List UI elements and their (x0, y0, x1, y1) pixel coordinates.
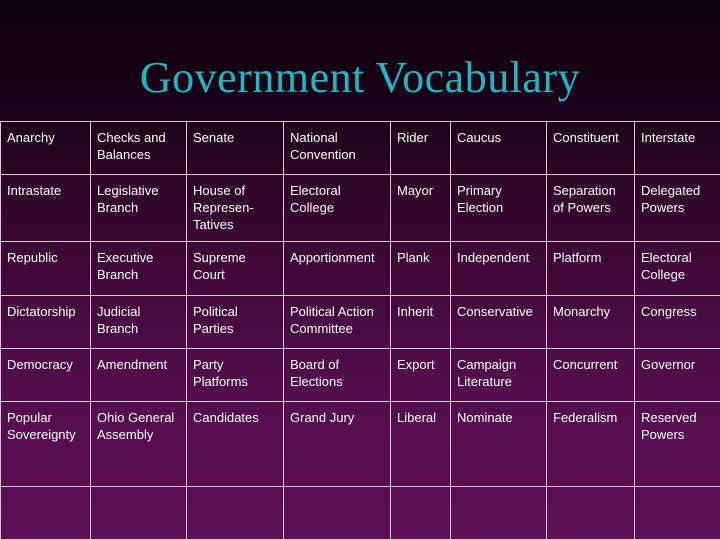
table-cell: Republic (1, 242, 91, 296)
table-cell: Conservative (451, 296, 547, 349)
table-cell: Amendment (91, 349, 187, 402)
table-cell (451, 487, 547, 540)
table-cell (1, 487, 91, 540)
page-title: Government Vocabulary (139, 53, 581, 102)
table-cell: Electoral College (284, 175, 391, 242)
table-cell (284, 487, 391, 540)
table-cell: Popular Sovereignty (1, 402, 91, 487)
table-cell: Congress (635, 296, 720, 349)
table-cell: Caucus (451, 122, 547, 175)
table-cell: National Convention (284, 122, 391, 175)
table-cell: Ohio General Assembly (91, 402, 187, 487)
table-cell: Senate (187, 122, 284, 175)
table-cell: Grand Jury (284, 402, 391, 487)
table-cell: Inherit (391, 296, 451, 349)
table-cell: Candidates (187, 402, 284, 487)
table-cell: Plank (391, 242, 451, 296)
table-cell: Concurrent (547, 349, 635, 402)
table-cell: Mayor (391, 175, 451, 242)
table-cell: Federalism (547, 402, 635, 487)
table-cell: Dictatorship (1, 296, 91, 349)
table-row (1, 122, 720, 175)
table-cell: Independent (451, 242, 547, 296)
table-cell: Party Platforms (187, 349, 284, 402)
table-cell: Apportionment (284, 242, 391, 296)
table-cell (91, 487, 187, 540)
table-cell: Liberal (391, 402, 451, 487)
vocabulary-table (0, 121, 720, 540)
table-cell: Board of Elections (284, 349, 391, 402)
table-cell: Intrastate (1, 175, 91, 242)
table-cell: Campaign Literature (451, 349, 547, 402)
table-cell: Constituent (547, 122, 635, 175)
table-cell: Delegated Powers (635, 175, 720, 242)
table-cell: Legislative Branch (91, 175, 187, 242)
table-cell: Rider (391, 122, 451, 175)
table-cell: Reserved Powers (635, 402, 720, 487)
table-cell: Anarchy (1, 122, 91, 175)
table-cell: Electoral College (635, 242, 720, 296)
table-cell: Governor (635, 349, 720, 402)
table-cell: Nominate (451, 402, 547, 487)
table-cell: Checks and Balances (91, 122, 187, 175)
table-row (1, 487, 720, 540)
table-cell: House of Represen- Tatives (187, 175, 284, 242)
table-cell: Democracy (1, 349, 91, 402)
table-cell: Primary Election (451, 175, 547, 242)
table-cell: Supreme Court (187, 242, 284, 296)
table-cell: Political Action Committee (284, 296, 391, 349)
table-row (1, 175, 720, 242)
table-cell (547, 487, 635, 540)
table-cell: Judicial Branch (91, 296, 187, 349)
table-cell: Platform (547, 242, 635, 296)
table-cell (391, 487, 451, 540)
table-cell (187, 487, 284, 540)
table-cell (635, 487, 720, 540)
table-cell: Interstate (635, 122, 720, 175)
table-row (1, 242, 720, 296)
table-row (1, 349, 720, 402)
table-row (1, 296, 720, 349)
table-cell: Political Parties (187, 296, 284, 349)
table-row (1, 402, 720, 487)
table-cell: Executive Branch (91, 242, 187, 296)
table-cell: Monarchy (547, 296, 635, 349)
table-cell: Export (391, 349, 451, 402)
table-cell: Separation of Powers (547, 175, 635, 242)
